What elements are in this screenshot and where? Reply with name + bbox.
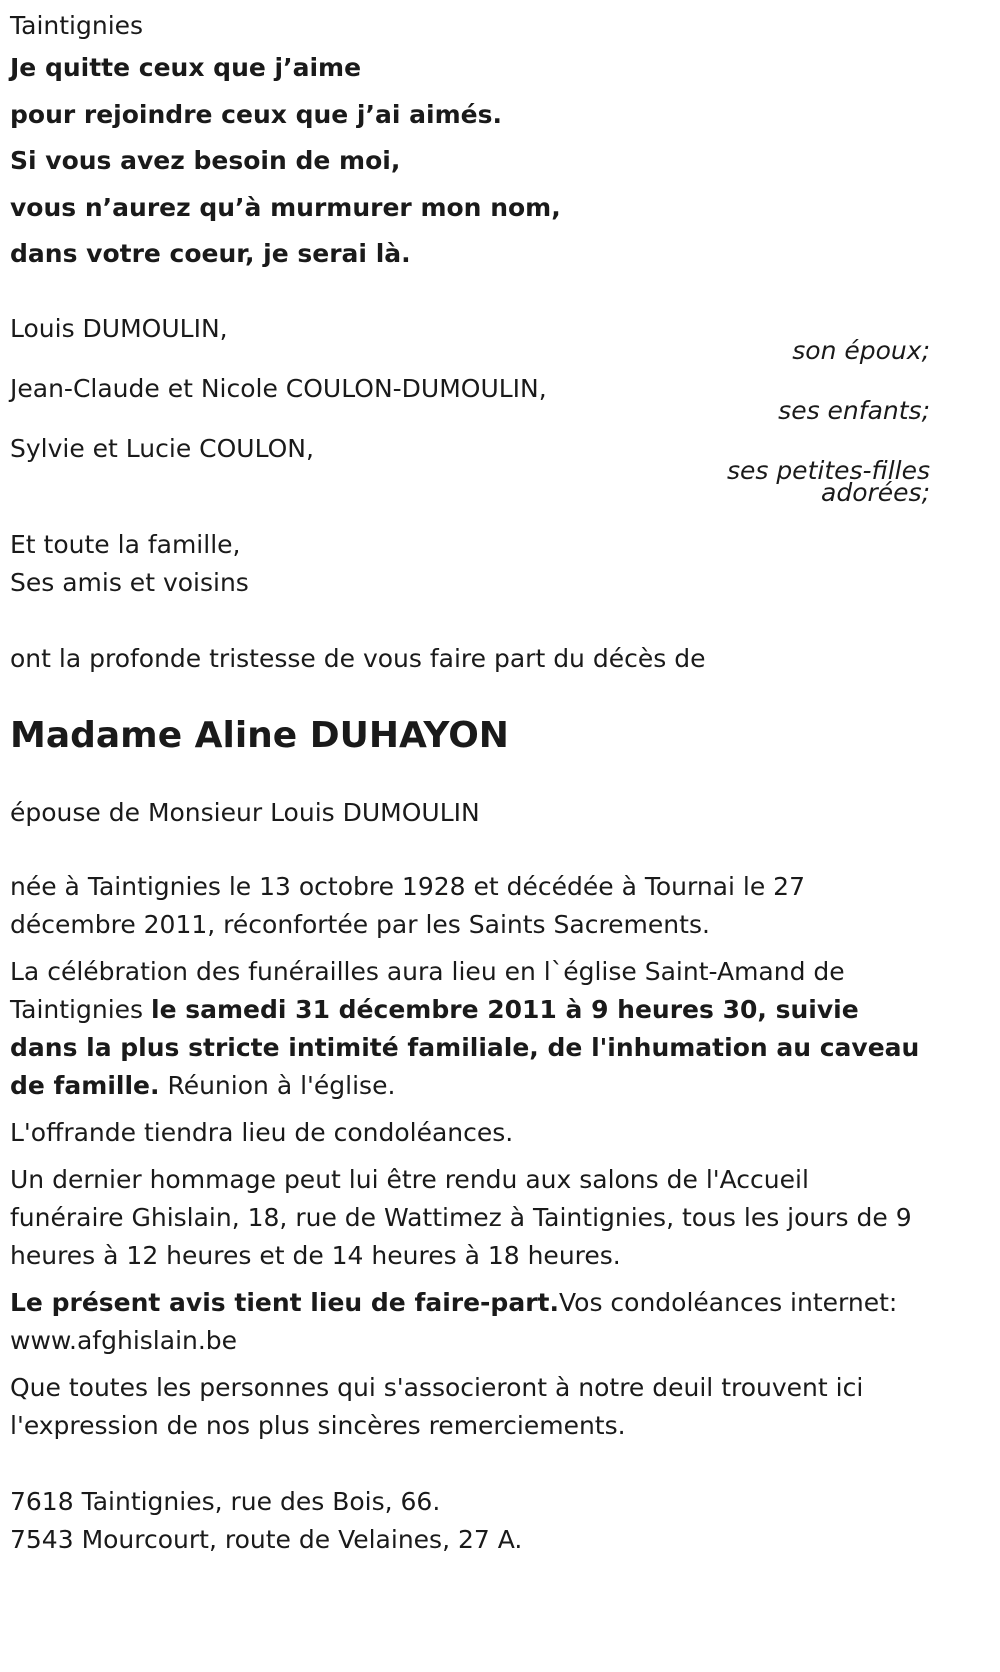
family-member: [10, 310, 930, 370]
offering-paragraph: L'offrande tiendra lieu de condoléances.: [10, 1117, 514, 1147]
homage-paragraph: Un dernier hommage peut lui être rendu aux salons de l'Accueil funéraire Ghislain, 18, rue de Wattimez à Taintignies, tous les jours de 9 heures à 12 heures et de 14 heures à 18 heures.: [10, 1164, 912, 1270]
notice-after: Vos condoléances internet: www.afghislain.be: [10, 1287, 898, 1355]
poem-line: dans votre coeur, je serai là.: [10, 239, 411, 269]
addresses: [10, 1483, 930, 1559]
notice-paragraph: [10, 1284, 930, 1360]
ceremony-date: le samedi 31 décembre 2011 à 9 heures 30, suivie dans la plus stricte intimité familiale, de l'inhumation au caveau de famille.: [10, 994, 920, 1100]
poem: [10, 45, 930, 278]
family-member-role: adorées;: [821, 477, 930, 507]
thanks-paragraph: Que toutes les personnes qui s'associeront à notre deuil trouvent ici l'expression de nos plus sincères remerciements.: [10, 1372, 864, 1440]
deceased-spouse: épouse de Monsieur Louis DUMOULIN: [10, 797, 480, 827]
family-member-role: ses enfants;: [778, 395, 930, 425]
poem-line: vous n’aurez qu’à murmurer mon nom,: [10, 192, 561, 222]
family-member-role: son époux;: [792, 335, 930, 365]
other-relatives: [10, 526, 930, 602]
family-member-role: ses petites-filles: [726, 455, 930, 485]
family-member: [10, 430, 930, 512]
deceased-name: Madame Aline DUHAYON: [10, 714, 509, 756]
obituary-notice: [10, 7, 930, 1559]
locality-header: Taintignies: [10, 11, 144, 40]
family-member-name: Sylvie et Lucie COULON,: [10, 433, 314, 463]
poem-line: Je quitte ceux que j’aime: [10, 53, 362, 82]
birth-death-paragraph: née à Taintignies le 13 octobre 1928 et décédée à Tournai le 27 décembre 2011, réconfortée par les Saints Sacrements.: [10, 871, 805, 939]
ceremony-intro: La célébration des funérailles aura lieu en l`église Saint-Amand de Taintignies: [10, 956, 845, 1024]
ceremony-after: Réunion à l'église.: [159, 1070, 396, 1100]
family-member-name: Louis DUMOULIN,: [10, 313, 228, 343]
family-member-name: Jean-Claude et Nicole COULON-DUMOULIN,: [10, 373, 547, 403]
others-line: Ses amis et voisins: [10, 567, 249, 597]
ceremony-paragraph: [10, 953, 930, 1105]
poem-line: Si vous avez besoin de moi,: [10, 146, 401, 176]
address-line: 7543 Mourcourt, route de Velaines, 27 A.: [10, 1524, 523, 1554]
announcement-text: ont la profonde tristesse de vous faire part du décès de: [10, 643, 706, 673]
family-member: [10, 370, 930, 430]
notice-bold: Le présent avis tient lieu de faire-part.: [10, 1287, 559, 1317]
address-line: 7618 Taintignies, rue des Bois, 66.: [10, 1486, 441, 1516]
others-line: Et toute la famille,: [10, 529, 241, 559]
poem-line: pour rejoindre ceux que j’ai aimés.: [10, 99, 502, 129]
family-list: [10, 310, 930, 512]
